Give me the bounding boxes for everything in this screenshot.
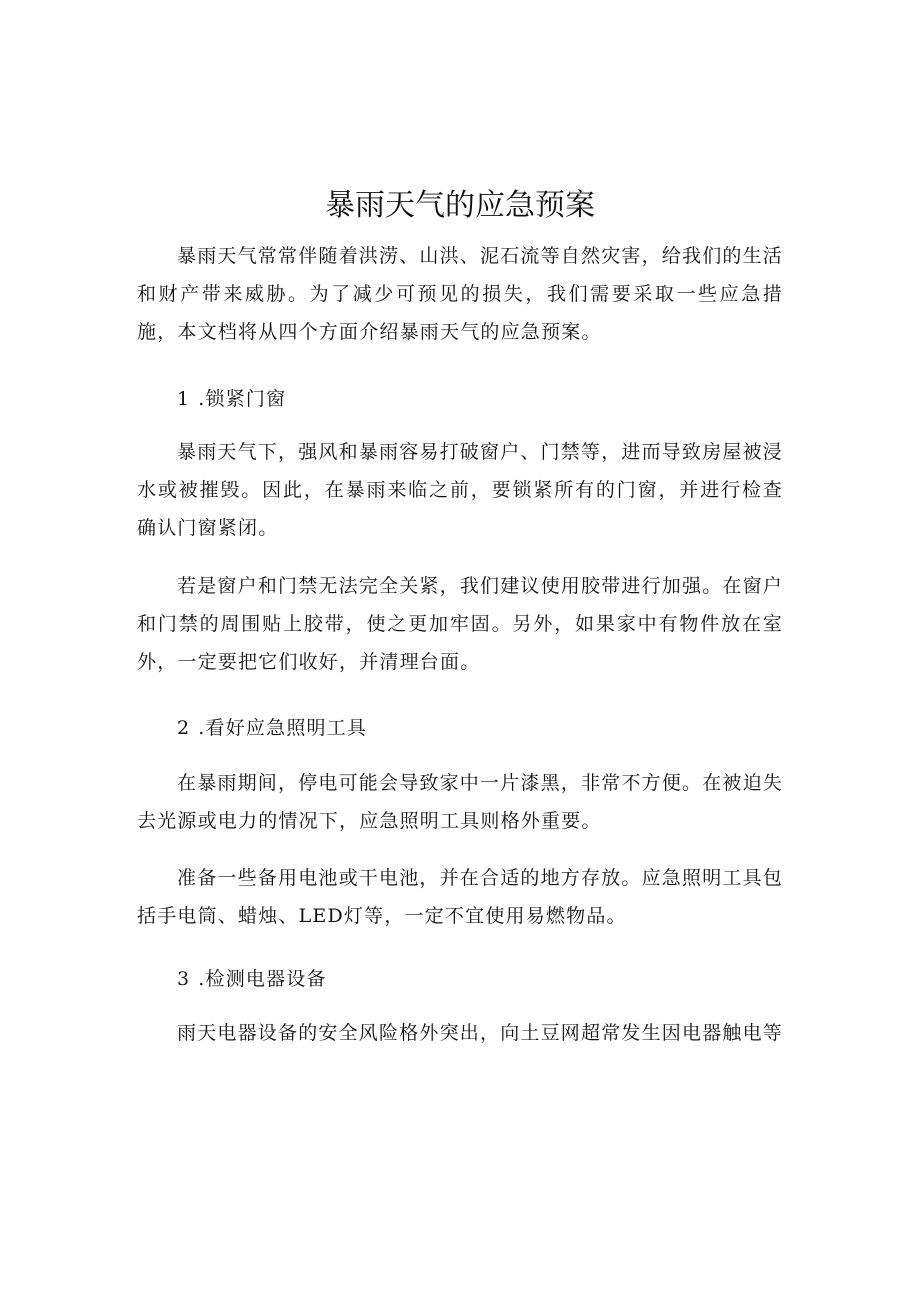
intro-paragraph: 暴雨天气常常伴随着洪涝、山洪、泥石流等自然灾害，给我们的生活和财产带来威胁。为了减少可预见的损失，我们需要采取一些应急措施，本文档将从四个方面介绍暴雨天气的应急预案。 [137, 245, 784, 343]
section-2-paragraph-2: 准备一些备用电池或干电池，并在合适的地方存放。应急照明工具包括手电筒、蜡烛、LED灯等，一定不宜使用易燃物品。 [137, 867, 784, 927]
section-1-title: .锁紧门窗 [198, 388, 287, 410]
section-2-title: .看好应急照明工具 [198, 717, 368, 739]
section-1-number: 1 [177, 388, 191, 410]
section-3-heading [177, 960, 327, 998]
section-2-paragraph-1: 在暴雨期间，停电可能会导致家中一片漆黑，非常不方便。在被迫失去光源或电力的情况下，应急照明工具则格外重要。 [137, 772, 784, 832]
section-1-paragraph-1: 暴雨天气下，强风和暴雨容易打破窗户、门禁等，进而导致房屋被浸水或被摧毁。因此，在暴雨来临之前，要锁紧所有的门窗，并进行检查确认门窗紧闭。 [137, 441, 784, 539]
section-1-heading [177, 380, 286, 418]
document-title: 暴雨天气的应急预案 [325, 188, 595, 223]
section-3-title: .检测电器设备 [198, 968, 327, 990]
section-3-paragraph-1: 雨天电器设备的安全风险格外突出，向土豆网超常发生因电器触电等 [177, 1022, 784, 1044]
section-3-number: 3 [177, 968, 191, 990]
section-2-heading [177, 709, 367, 747]
section-1-paragraph-2: 若是窗户和门禁无法完全关紧，我们建议使用胶带进行加强。在窗户和门禁的周围贴上胶带，使之更加牢固。另外，如果家中有物件放在室外，一定要把它们收好，并清理台面。 [137, 575, 784, 673]
section-2-number: 2 [177, 717, 191, 739]
